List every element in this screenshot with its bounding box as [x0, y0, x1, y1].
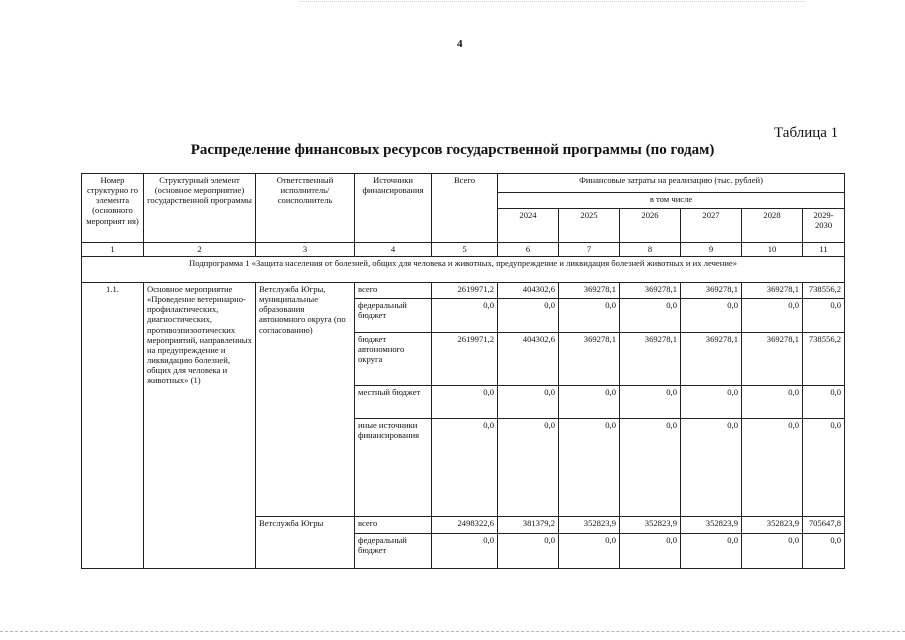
cell-value: 0,0 [620, 419, 681, 517]
cell-value: 0,0 [681, 419, 742, 517]
header-financial-costs: Финансовые затраты на реализацию (тыс. рублей) [498, 174, 845, 193]
cell-value: 352823,9 [559, 517, 620, 534]
column-number: 3 [256, 243, 355, 257]
cell-value: 0,0 [559, 419, 620, 517]
cell-total: 2619971,2 [432, 283, 498, 299]
cell-value: 0,0 [559, 299, 620, 333]
cell-value: 0,0 [742, 386, 803, 419]
funding-source: бюджет автономного округа [355, 333, 432, 386]
column-number-row [82, 243, 845, 257]
header-year: 2027 [681, 209, 742, 243]
cell-value: 0,0 [803, 386, 845, 419]
cell-value: 0,0 [498, 534, 559, 569]
cell-value: 369278,1 [742, 283, 803, 299]
subprogram-title: Подпрограмма 1 «Защита населения от болезней, общих для человека и животных, предупреждение и ликвидация болезней животных и их лечение» [82, 257, 845, 283]
cell-value: 369278,1 [742, 333, 803, 386]
cell-value: 0,0 [559, 534, 620, 569]
row-number: 1.1. [82, 283, 144, 569]
header-year: 2029-2030 [803, 209, 845, 243]
cell-value: 381379,2 [498, 517, 559, 534]
financial-table [81, 173, 845, 569]
cell-value: 404302,6 [498, 283, 559, 299]
cell-value: 0,0 [742, 534, 803, 569]
page-number: 4 [457, 38, 463, 50]
cell-total: 0,0 [432, 299, 498, 333]
scan-artifact-bottom [0, 631, 905, 632]
cell-value: 369278,1 [620, 333, 681, 386]
cell-value: 0,0 [803, 534, 845, 569]
header-total: Всего [432, 174, 498, 243]
cell-value: 0,0 [681, 534, 742, 569]
funding-source: иные источники финансирования [355, 419, 432, 517]
funding-source: федеральный бюджет [355, 534, 432, 569]
cell-total: 0,0 [432, 419, 498, 517]
cell-value: 0,0 [681, 386, 742, 419]
cell-value: 705647,8 [803, 517, 845, 534]
executor: Ветслужба Югры [256, 517, 355, 569]
scan-artifact-top [300, 1, 805, 2]
column-number: 8 [620, 243, 681, 257]
cell-value: 369278,1 [681, 283, 742, 299]
column-number: 5 [432, 243, 498, 257]
cell-value: 369278,1 [559, 333, 620, 386]
cell-value: 0,0 [620, 534, 681, 569]
cell-value: 0,0 [498, 419, 559, 517]
cell-value: 0,0 [742, 419, 803, 517]
header-including: в том числе [498, 193, 845, 209]
column-number: 4 [355, 243, 432, 257]
table-label: Таблица 1 [774, 125, 839, 141]
header-year: 2024 [498, 209, 559, 243]
column-number: 7 [559, 243, 620, 257]
header-year: 2028 [742, 209, 803, 243]
cell-value: 0,0 [681, 299, 742, 333]
cell-value: 0,0 [803, 419, 845, 517]
column-number: 9 [681, 243, 742, 257]
cell-value: 0,0 [803, 299, 845, 333]
cell-value: 352823,9 [620, 517, 681, 534]
cell-value: 404302,6 [498, 333, 559, 386]
column-number: 6 [498, 243, 559, 257]
cell-value: 738556,2 [803, 283, 845, 299]
header-executor: Ответственный исполнитель/соисполнитель [256, 174, 355, 243]
cell-value: 0,0 [498, 386, 559, 419]
document-title: Распределение финансовых ресурсов государственной программы (по годам) [190, 142, 715, 158]
funding-source: всего [355, 517, 432, 534]
cell-value: 0,0 [498, 299, 559, 333]
cell-value: 369278,1 [559, 283, 620, 299]
cell-value: 0,0 [559, 386, 620, 419]
cell-value: 0,0 [620, 299, 681, 333]
cell-value: 0,0 [742, 299, 803, 333]
header-year: 2026 [620, 209, 681, 243]
cell-value: 352823,9 [742, 517, 803, 534]
column-number: 11 [803, 243, 845, 257]
cell-value: 0,0 [620, 386, 681, 419]
cell-total: 2619971,2 [432, 333, 498, 386]
cell-value: 352823,9 [681, 517, 742, 534]
funding-source: местный бюджет [355, 386, 432, 419]
column-number: 2 [144, 243, 256, 257]
cell-total: 2498322,6 [432, 517, 498, 534]
column-number: 1 [82, 243, 144, 257]
funding-source: всего [355, 283, 432, 299]
funding-source: федеральный бюджет [355, 299, 432, 333]
structure-element: Основное мероприятие «Проведение ветеринарно-профилактических, диагностических, противоэпизоотических мероприятий, направленных на предупреждение и ликвидацию болезней, общих для человека и животных» (1) [144, 283, 256, 569]
header-structure-number: Номер структурно го элемента (основного мероприят ия) [82, 174, 144, 243]
cell-total: 0,0 [432, 534, 498, 569]
header-funding-sources: Источники финансирования [355, 174, 432, 243]
executor: Ветслужба Югры, муниципальные образования автономного округа (по согласованию) [256, 283, 355, 517]
header-year: 2025 [559, 209, 620, 243]
cell-value: 369278,1 [620, 283, 681, 299]
column-number: 10 [742, 243, 803, 257]
cell-total: 0,0 [432, 386, 498, 419]
header-structure-element: Структурный элемент (основное мероприятие) государственной программы [144, 174, 256, 243]
cell-value: 738556,2 [803, 333, 845, 386]
cell-value: 369278,1 [681, 333, 742, 386]
table-row [82, 283, 845, 299]
